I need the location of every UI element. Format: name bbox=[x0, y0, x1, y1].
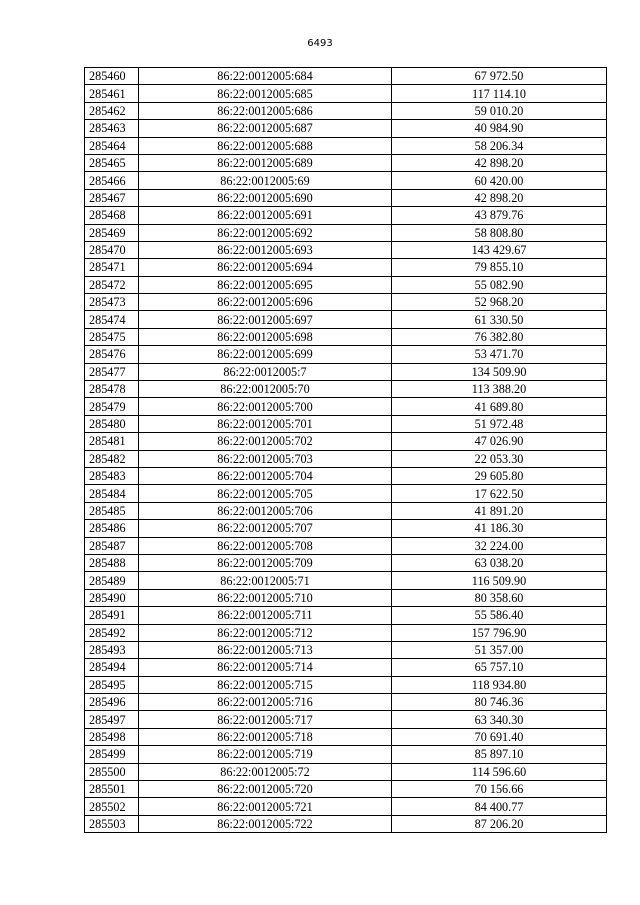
table-row bbox=[85, 815, 607, 832]
table-row bbox=[85, 746, 607, 763]
table-row bbox=[85, 607, 607, 624]
table-row bbox=[85, 363, 607, 380]
row-number-cell: 285497 bbox=[85, 711, 139, 728]
row-number-cell: 285482 bbox=[85, 450, 139, 467]
cadastral-number-cell: 86:22:0012005:711 bbox=[139, 607, 392, 624]
cadastral-value-cell: 114 596.60 bbox=[392, 763, 607, 780]
cadastral-value-cell: 63 038.20 bbox=[392, 554, 607, 571]
cadastral-number-cell: 86:22:0012005:700 bbox=[139, 398, 392, 415]
row-number-cell: 285499 bbox=[85, 746, 139, 763]
table-row bbox=[85, 294, 607, 311]
cadastral-number-cell: 86:22:0012005:688 bbox=[139, 137, 392, 154]
cadastral-number-cell: 86:22:0012005:716 bbox=[139, 694, 392, 711]
table-row bbox=[85, 328, 607, 345]
cadastral-value-cell: 40 984.90 bbox=[392, 120, 607, 137]
cadastral-number-cell: 86:22:0012005:690 bbox=[139, 189, 392, 206]
row-number-cell: 285493 bbox=[85, 641, 139, 658]
cadastral-number-cell: 86:22:0012005:72 bbox=[139, 763, 392, 780]
table-row bbox=[85, 589, 607, 606]
table-row bbox=[85, 154, 607, 171]
cadastral-number-cell: 86:22:0012005:712 bbox=[139, 624, 392, 641]
row-number-cell: 285487 bbox=[85, 537, 139, 554]
table-row bbox=[85, 224, 607, 241]
table-row bbox=[85, 85, 607, 102]
cadastral-value-cell: 55 082.90 bbox=[392, 276, 607, 293]
row-number-cell: 285472 bbox=[85, 276, 139, 293]
row-number-cell: 285488 bbox=[85, 554, 139, 571]
table-row bbox=[85, 728, 607, 745]
row-number-cell: 285492 bbox=[85, 624, 139, 641]
cadastral-number-cell: 86:22:0012005:686 bbox=[139, 102, 392, 119]
cadastral-number-cell: 86:22:0012005:699 bbox=[139, 346, 392, 363]
table-row bbox=[85, 433, 607, 450]
row-number-cell: 285466 bbox=[85, 172, 139, 189]
row-number-cell: 285467 bbox=[85, 189, 139, 206]
cadastral-value-cell: 52 968.20 bbox=[392, 294, 607, 311]
table-row bbox=[85, 276, 607, 293]
cadastral-value-cell: 65 757.10 bbox=[392, 659, 607, 676]
row-number-cell: 285475 bbox=[85, 328, 139, 345]
table-row bbox=[85, 763, 607, 780]
cadastral-value-cell: 43 879.76 bbox=[392, 207, 607, 224]
cadastral-value-cell: 53 471.70 bbox=[392, 346, 607, 363]
table-row bbox=[85, 485, 607, 502]
table-row bbox=[85, 398, 607, 415]
table-row bbox=[85, 641, 607, 658]
cadastral-number-cell: 86:22:0012005:693 bbox=[139, 241, 392, 258]
cadastral-value-cell: 61 330.50 bbox=[392, 311, 607, 328]
table-row bbox=[85, 120, 607, 137]
row-number-cell: 285465 bbox=[85, 154, 139, 171]
cadastral-number-cell: 86:22:0012005:7 bbox=[139, 363, 392, 380]
row-number-cell: 285485 bbox=[85, 502, 139, 519]
table-row bbox=[85, 467, 607, 484]
cadastral-value-cell: 118 934.80 bbox=[392, 676, 607, 693]
cadastral-value-cell: 58 206.34 bbox=[392, 137, 607, 154]
cadastral-number-cell: 86:22:0012005:706 bbox=[139, 502, 392, 519]
cadastral-number-cell: 86:22:0012005:71 bbox=[139, 572, 392, 589]
row-number-cell: 285479 bbox=[85, 398, 139, 415]
table-row bbox=[85, 694, 607, 711]
cadastral-number-cell: 86:22:0012005:691 bbox=[139, 207, 392, 224]
row-number-cell: 285461 bbox=[85, 85, 139, 102]
row-number-cell: 285502 bbox=[85, 798, 139, 815]
cadastral-number-cell: 86:22:0012005:692 bbox=[139, 224, 392, 241]
table-row bbox=[85, 311, 607, 328]
cadastral-number-cell: 86:22:0012005:703 bbox=[139, 450, 392, 467]
cadastral-value-cell: 143 429.67 bbox=[392, 241, 607, 258]
table-row bbox=[85, 189, 607, 206]
cadastral-value-cell: 113 388.20 bbox=[392, 381, 607, 398]
cadastral-value-cell: 47 026.90 bbox=[392, 433, 607, 450]
cadastral-value-cell: 17 622.50 bbox=[392, 485, 607, 502]
cadastral-value-cell: 80 746.36 bbox=[392, 694, 607, 711]
cadastral-value-table bbox=[84, 67, 607, 833]
cadastral-number-cell: 86:22:0012005:707 bbox=[139, 520, 392, 537]
cadastral-value-cell: 41 186.30 bbox=[392, 520, 607, 537]
cadastral-value-cell: 51 357.00 bbox=[392, 641, 607, 658]
row-number-cell: 285476 bbox=[85, 346, 139, 363]
table-row bbox=[85, 572, 607, 589]
cadastral-number-cell: 86:22:0012005:713 bbox=[139, 641, 392, 658]
table-row bbox=[85, 537, 607, 554]
cadastral-number-cell: 86:22:0012005:685 bbox=[139, 85, 392, 102]
cadastral-value-cell: 117 114.10 bbox=[392, 85, 607, 102]
cadastral-value-cell: 32 224.00 bbox=[392, 537, 607, 554]
page-number: 6493 bbox=[307, 38, 333, 49]
cadastral-number-cell: 86:22:0012005:70 bbox=[139, 381, 392, 398]
cadastral-number-cell: 86:22:0012005:694 bbox=[139, 259, 392, 276]
table-row bbox=[85, 381, 607, 398]
cadastral-number-cell: 86:22:0012005:698 bbox=[139, 328, 392, 345]
row-number-cell: 285477 bbox=[85, 363, 139, 380]
table-row bbox=[85, 659, 607, 676]
table-row bbox=[85, 346, 607, 363]
cadastral-value-cell: 70 691.40 bbox=[392, 728, 607, 745]
cadastral-number-cell: 86:22:0012005:720 bbox=[139, 781, 392, 798]
cadastral-value-cell: 116 509.90 bbox=[392, 572, 607, 589]
cadastral-value-cell: 29 605.80 bbox=[392, 467, 607, 484]
row-number-cell: 285478 bbox=[85, 381, 139, 398]
cadastral-value-cell: 63 340.30 bbox=[392, 711, 607, 728]
table-row bbox=[85, 137, 607, 154]
table-row bbox=[85, 624, 607, 641]
table-row bbox=[85, 554, 607, 571]
table-row bbox=[85, 711, 607, 728]
table-body bbox=[85, 68, 607, 833]
row-number-cell: 285501 bbox=[85, 781, 139, 798]
cadastral-value-cell: 67 972.50 bbox=[392, 68, 607, 85]
cadastral-number-cell: 86:22:0012005:705 bbox=[139, 485, 392, 502]
row-number-cell: 285470 bbox=[85, 241, 139, 258]
cadastral-number-cell: 86:22:0012005:722 bbox=[139, 815, 392, 832]
table-row bbox=[85, 68, 607, 85]
cadastral-number-cell: 86:22:0012005:718 bbox=[139, 728, 392, 745]
row-number-cell: 285473 bbox=[85, 294, 139, 311]
row-number-cell: 285495 bbox=[85, 676, 139, 693]
cadastral-value-cell: 22 053.30 bbox=[392, 450, 607, 467]
table-row bbox=[85, 676, 607, 693]
table-row bbox=[85, 207, 607, 224]
cadastral-value-cell: 55 586.40 bbox=[392, 607, 607, 624]
cadastral-number-cell: 86:22:0012005:702 bbox=[139, 433, 392, 450]
table-row bbox=[85, 259, 607, 276]
row-number-cell: 285500 bbox=[85, 763, 139, 780]
table-row bbox=[85, 102, 607, 119]
cadastral-value-cell: 42 898.20 bbox=[392, 154, 607, 171]
row-number-cell: 285503 bbox=[85, 815, 139, 832]
cadastral-value-cell: 76 382.80 bbox=[392, 328, 607, 345]
row-number-cell: 285486 bbox=[85, 520, 139, 537]
row-number-cell: 285464 bbox=[85, 137, 139, 154]
row-number-cell: 285496 bbox=[85, 694, 139, 711]
cadastral-number-cell: 86:22:0012005:717 bbox=[139, 711, 392, 728]
row-number-cell: 285468 bbox=[85, 207, 139, 224]
cadastral-value-cell: 80 358.60 bbox=[392, 589, 607, 606]
row-number-cell: 285463 bbox=[85, 120, 139, 137]
cadastral-number-cell: 86:22:0012005:689 bbox=[139, 154, 392, 171]
row-number-cell: 285498 bbox=[85, 728, 139, 745]
cadastral-value-cell: 85 897.10 bbox=[392, 746, 607, 763]
cadastral-number-cell: 86:22:0012005:721 bbox=[139, 798, 392, 815]
cadastral-value-cell: 84 400.77 bbox=[392, 798, 607, 815]
row-number-cell: 285471 bbox=[85, 259, 139, 276]
cadastral-number-cell: 86:22:0012005:714 bbox=[139, 659, 392, 676]
cadastral-number-cell: 86:22:0012005:715 bbox=[139, 676, 392, 693]
table-row bbox=[85, 450, 607, 467]
cadastral-value-cell: 41 689.80 bbox=[392, 398, 607, 415]
cadastral-number-cell: 86:22:0012005:697 bbox=[139, 311, 392, 328]
table-row bbox=[85, 520, 607, 537]
row-number-cell: 285460 bbox=[85, 68, 139, 85]
table-row bbox=[85, 172, 607, 189]
cadastral-value-cell: 70 156.66 bbox=[392, 781, 607, 798]
cadastral-value-cell: 42 898.20 bbox=[392, 189, 607, 206]
table-row bbox=[85, 502, 607, 519]
table-row bbox=[85, 781, 607, 798]
row-number-cell: 285462 bbox=[85, 102, 139, 119]
table-row bbox=[85, 241, 607, 258]
cadastral-number-cell: 86:22:0012005:69 bbox=[139, 172, 392, 189]
cadastral-number-cell: 86:22:0012005:708 bbox=[139, 537, 392, 554]
row-number-cell: 285483 bbox=[85, 467, 139, 484]
cadastral-value-cell: 87 206.20 bbox=[392, 815, 607, 832]
row-number-cell: 285474 bbox=[85, 311, 139, 328]
cadastral-value-cell: 134 509.90 bbox=[392, 363, 607, 380]
cadastral-value-cell: 60 420.00 bbox=[392, 172, 607, 189]
cadastral-number-cell: 86:22:0012005:710 bbox=[139, 589, 392, 606]
row-number-cell: 285480 bbox=[85, 415, 139, 432]
cadastral-value-cell: 51 972.48 bbox=[392, 415, 607, 432]
cadastral-number-cell: 86:22:0012005:704 bbox=[139, 467, 392, 484]
cadastral-value-cell: 58 808.80 bbox=[392, 224, 607, 241]
table-row bbox=[85, 415, 607, 432]
table-row bbox=[85, 798, 607, 815]
row-number-cell: 285494 bbox=[85, 659, 139, 676]
row-number-cell: 285491 bbox=[85, 607, 139, 624]
cadastral-number-cell: 86:22:0012005:701 bbox=[139, 415, 392, 432]
cadastral-value-cell: 79 855.10 bbox=[392, 259, 607, 276]
cadastral-number-cell: 86:22:0012005:696 bbox=[139, 294, 392, 311]
cadastral-number-cell: 86:22:0012005:687 bbox=[139, 120, 392, 137]
row-number-cell: 285481 bbox=[85, 433, 139, 450]
row-number-cell: 285490 bbox=[85, 589, 139, 606]
cadastral-number-cell: 86:22:0012005:719 bbox=[139, 746, 392, 763]
cadastral-value-cell: 157 796.90 bbox=[392, 624, 607, 641]
cadastral-number-cell: 86:22:0012005:695 bbox=[139, 276, 392, 293]
cadastral-number-cell: 86:22:0012005:684 bbox=[139, 68, 392, 85]
row-number-cell: 285489 bbox=[85, 572, 139, 589]
row-number-cell: 285469 bbox=[85, 224, 139, 241]
cadastral-number-cell: 86:22:0012005:709 bbox=[139, 554, 392, 571]
cadastral-value-cell: 59 010.20 bbox=[392, 102, 607, 119]
row-number-cell: 285484 bbox=[85, 485, 139, 502]
cadastral-value-cell: 41 891.20 bbox=[392, 502, 607, 519]
